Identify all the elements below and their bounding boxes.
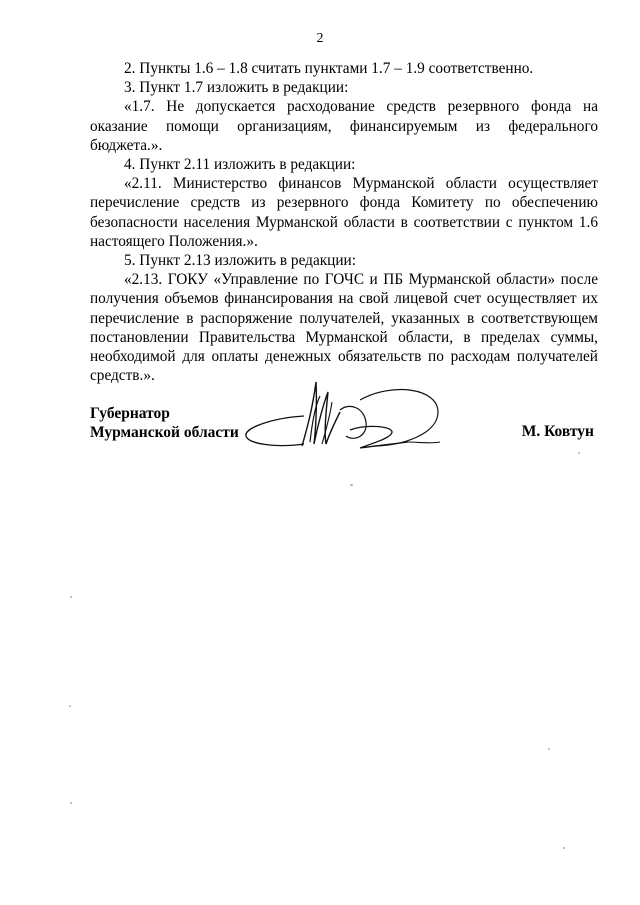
- signatory-position-line1: Губернатор: [90, 405, 170, 422]
- scan-speck: [578, 452, 580, 454]
- page-number: 2: [316, 31, 324, 46]
- signatory-position: [90, 404, 239, 442]
- signatory-name: М. Ковтун: [521, 423, 594, 440]
- scan-speck: [563, 847, 565, 849]
- handwritten-signature: [242, 372, 442, 472]
- paragraph-quote-2-13: «2.13. ГОКУ «Управление по ГОЧС и ПБ Мурманской области» после получения объемов финансирования на свой лицевой счет осуществляет их перечисление в распоряжение получателей, указанных в соответствующем постановлении Правительства Мурманской области, в пределах суммы, необходимой для оплаты денежных обязательств по расходам получателей средств.».: [90, 271, 598, 385]
- signatory-position-line2: Мурманской области: [90, 424, 239, 441]
- scan-speck: [70, 802, 72, 804]
- scan-speck: [69, 705, 71, 707]
- document-body: [90, 59, 598, 385]
- paragraph-item-2: 2. Пункты 1.6 – 1.8 считать пунктами 1.7 – 1.9 соответственно.: [124, 60, 534, 77]
- scan-speck: [70, 596, 72, 598]
- scan-speck: [548, 748, 550, 750]
- paragraph-item-5: 5. Пункт 2.13 изложить в редакции:: [124, 252, 356, 270]
- paragraph-quote-2-11: «2.11. Министерство финансов Мурманской области осуществляет перечисление средств из резервного фонда Комитету по обеспечению безопасности населения Мурманской области в соответствии с пунктом 1.6 настоящего Положения.».: [90, 175, 598, 250]
- paragraph-quote-1-7: «1.7. Не допускается расходование средств резервного фонда на оказание помощи организациям, финансируемым из федерального бюджета.».: [90, 98, 598, 154]
- scan-speck: [350, 484, 353, 486]
- paragraph-item-4: 4. Пункт 2.11 изложить в редакции:: [124, 156, 356, 174]
- paragraph-item-3: 3. Пункт 1.7 изложить в редакции:: [124, 79, 349, 97]
